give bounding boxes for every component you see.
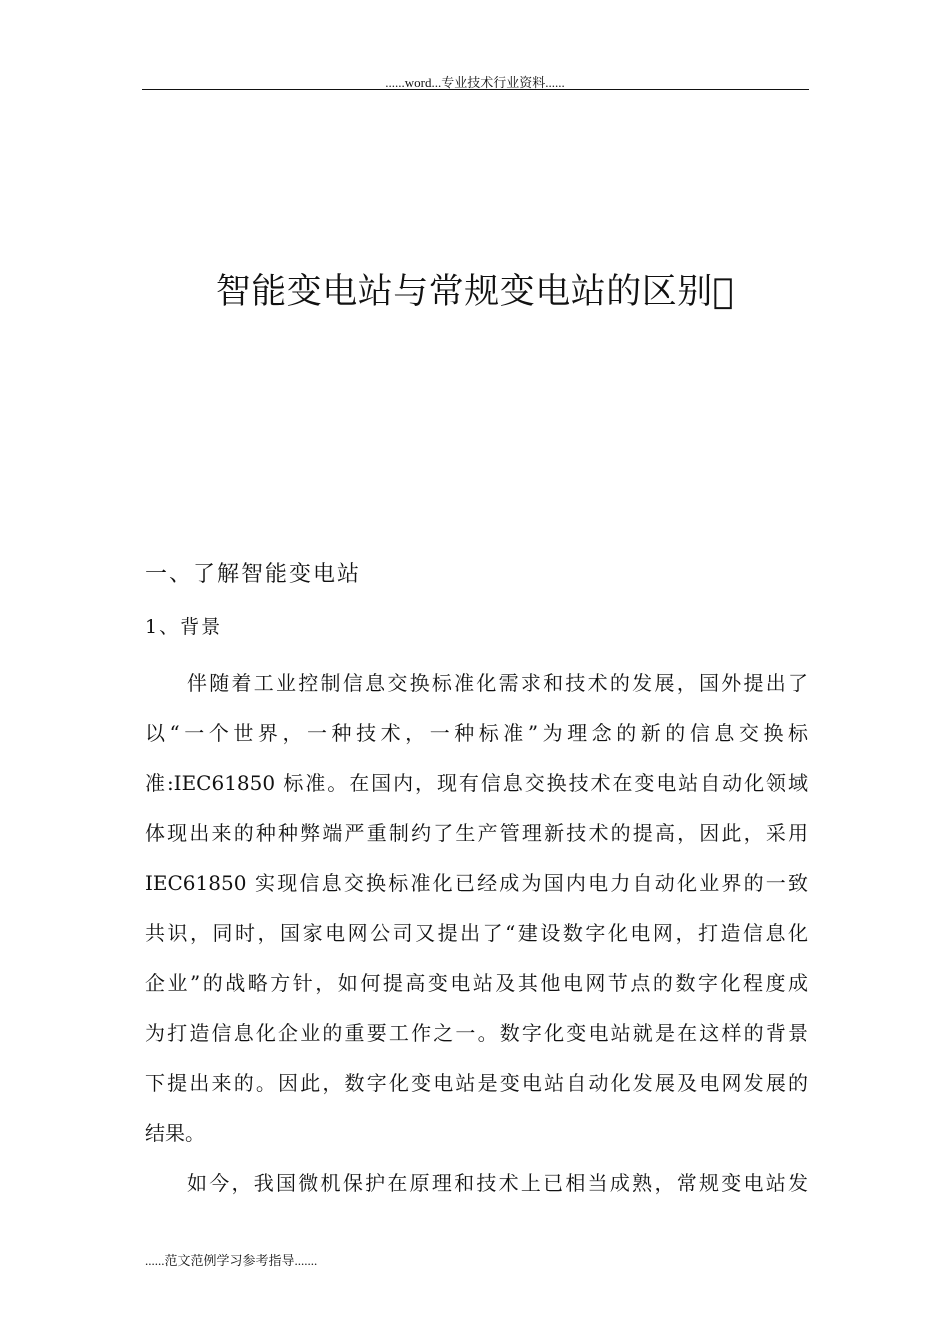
body-text (145, 658, 808, 1208)
paragraph-line: 企业”的战略方针，如何提高变电站及其他电网节点的数字化程度成 (145, 971, 808, 995)
paragraph-line: 体现出来的种种弊端严重制约了生产管理新技术的提高，因此，采用 (145, 821, 808, 845)
paragraph-line: 准:IEC61850 标准。在国内，现有信息交换技术在变电站自动化领域 (145, 771, 808, 795)
paragraph-line: 如今，我国微机保护在原理和技术上已相当成熟，常规变电站发 (187, 1171, 808, 1195)
section-heading: 一、了解智能变电站 (145, 562, 362, 587)
paragraph-line: 下提出来的。因此，数字化变电站是变电站自动化发展及电网发展的 (145, 1071, 808, 1095)
paragraph-line: 共识，同时，国家电网公司又提出了“建设数字化电网，打造信息化 (145, 921, 808, 945)
paragraph-line: IEC61850 实现信息交换标准化已经成为国内电力自动化业界的一致 (145, 871, 808, 895)
paragraph-line: 以“一个世界，一种技术，一种标准”为理念的新的信息交换标 (145, 721, 808, 745)
document-title: 智能变电站与常规变电站的区别  (215, 272, 735, 312)
subsection-heading: 1、背景 (145, 616, 223, 638)
header-divider (142, 89, 809, 90)
page-footer: ......范文范例学习参考指导....... (145, 1253, 318, 1268)
paragraph-line: 为打造信息化企业的重要工作之一。数字化变电站就是在这样的背景 (145, 1021, 808, 1045)
page-header: ......word...专业技术行业资料...... (385, 75, 565, 90)
paragraph-line: 伴随着工业控制信息交换标准化需求和技术的发展，国外提出了 (187, 671, 808, 695)
paragraph-line: 结果。 (145, 1121, 205, 1145)
